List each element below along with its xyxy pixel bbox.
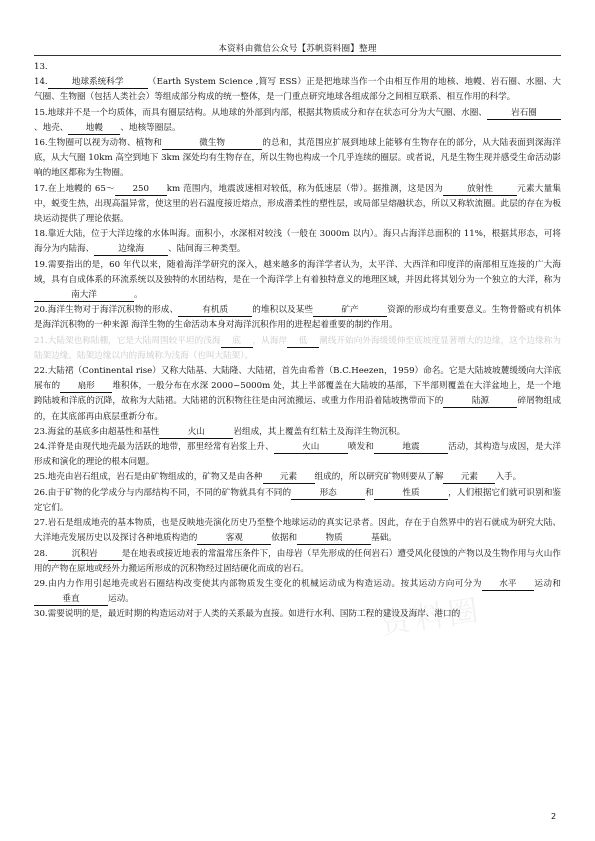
page-number: 2 bbox=[551, 812, 557, 821]
paragraph-text: 岩组成，其上覆盖有红粘土及海洋生物沉积。 bbox=[233, 426, 406, 437]
paragraph-text: 29.由内力作用引起地壳或岩石圈结构改变使其内部物质发生变化的机械运动成为构造运动。按其运动方向可分为 bbox=[34, 578, 482, 589]
fill-in-answer: 有机质 bbox=[178, 305, 252, 317]
paragraph-text: 入手。 bbox=[495, 472, 522, 483]
watermark: 资料圈 bbox=[378, 593, 485, 642]
paragraph-text: 组成的，所以研究矿物则要从了解 bbox=[314, 472, 444, 483]
fill-in-answer: 矿产 bbox=[313, 305, 387, 317]
paragraph bbox=[34, 547, 561, 577]
fill-in-answer: 放射性 bbox=[443, 184, 517, 196]
paragraph-text: 20.海洋生物对于海洋沉积物的形成、 bbox=[34, 305, 179, 316]
paragraph-text: 26.由于矿物的化学成分与内部结构不同，不同的矿物就具有不同的 bbox=[34, 487, 292, 498]
paragraph-text: 活动，其构造与成因，是大洋形成和演化的理论的根本问题。 bbox=[34, 442, 561, 468]
paragraph-text: ，从海岸 bbox=[252, 335, 288, 346]
fill-in-answer: 形态 bbox=[291, 488, 365, 500]
paragraph bbox=[34, 364, 561, 425]
paragraph bbox=[34, 486, 561, 516]
fill-in-answer: 地幔 bbox=[68, 123, 120, 135]
fill-in-answer: 性质 bbox=[374, 488, 448, 500]
paragraph-text: 22.大陆裙（Continental rise）又称大陆基、大陆隆、大陆裙，首先由希普（B.C.Heezen，1959）命名。它是大陆坡坡麓缓缓向大洋底展布的 bbox=[34, 366, 561, 392]
fill-in-answer: 元素 bbox=[443, 472, 495, 484]
paragraph-text: 25.地壳由岩石组成，岩石是由矿物组成的，矿物又是由各种 bbox=[34, 472, 263, 483]
paragraph-text: 14. bbox=[34, 77, 48, 88]
paragraph-text: 19.需要指出的是，60 年代以来，随着海洋学研究的深入，越来越多的海洋学者认为，太平洋、大西洋和印度洋的南部相互连接的广大海域，具有自成体系的环流系统以及独特的水团结构，是在一个海洋学上有着独特意义的地理区域，并因此将其划分为一个独立的大洋，称为 bbox=[34, 259, 561, 285]
fill-in-answer: 低 bbox=[287, 336, 319, 348]
paragraph bbox=[34, 258, 561, 304]
paragraph bbox=[34, 334, 561, 364]
fill-in-answer: 边缘海 bbox=[94, 244, 168, 256]
fill-in-answer: 地球系统科学 bbox=[48, 77, 148, 89]
fill-in-answer: 火山 bbox=[274, 442, 348, 454]
paragraph-text: 基础。 bbox=[371, 533, 397, 544]
paragraph bbox=[34, 182, 561, 228]
paragraph-text: 15.地球并不是一个均质体，而具有圈层结构。从地球的外部到内部，根据其物质成分和存在状态可分为大气圈、水圈、 bbox=[34, 107, 487, 118]
paragraph-text: 21.大陆架也称陆棚，它是大陆周围较平坦的浅海 bbox=[34, 335, 221, 346]
paragraph-text: 运动和 bbox=[533, 578, 561, 589]
paragraph bbox=[34, 303, 561, 333]
paragraph bbox=[34, 106, 561, 136]
paragraph bbox=[34, 60, 561, 75]
paragraph-text: km 范围内，地震波速相对较低，称为低速层（带）。据推测，这是因为 bbox=[166, 183, 443, 194]
fill-in-answer: 250 bbox=[115, 184, 167, 196]
paragraph-text: 18.靠近大陆，位于大洋边缘的水体叫海。面积小，水深相对较浅（一般在 3000m 以内）。海只占海洋总面积的 11%，根据其形态，可将海分为内陆海、 bbox=[34, 229, 561, 255]
paragraph-text: 24.洋脊是由现代地壳最为活跃的地带，那里经常有岩浆上升、 bbox=[34, 442, 274, 453]
paragraph bbox=[34, 227, 561, 257]
fill-in-answer: 底 bbox=[221, 336, 253, 348]
paragraph bbox=[34, 470, 561, 485]
paragraph-text: 资源的形成均有重要意义。生物骨骼或有机体是海洋沉积物的一种来源 海洋生物的生命活动本身对海洋沉积作用的进程起着重要的制约作用。 bbox=[34, 305, 561, 331]
paragraph-text: 的总和，其范围应扩展到地球上能够有生物存在的部分，从大陆表面到深海洋底，从大气圈 10km 高空到地下 3km 深处均有生物存在，所以生物也构成一个几乎连续的圈层。或者说，凡是生物生现并感受生命活动影响的地区都称为生物圈。 bbox=[34, 138, 561, 179]
paragraph-text: 是在地表或接近地表的常温常压条件下，由母岩（早先形成的任何岩石）遭受风化侵蚀的产物以及生物作用与火山作用的产物在原地或经外力搬运所形成的沉积物经过固结硬化而成的岩石。 bbox=[34, 548, 561, 574]
paragraph-text: 27.岩石是组成地壳的基本物质，也是反映地壳演化历史乃至整个地球运动的真实记录者。因此，存在于自然界中的岩石就成为研究大陆、大洋地壳发展历史以及探讨各种地质构造的 bbox=[34, 518, 561, 544]
fill-in-answer: 南大洋 bbox=[34, 290, 134, 302]
paragraph-text: ，人们根据它们就可识别和鉴定它们。 bbox=[34, 487, 561, 513]
paragraph-text: 16.生物圈可以视为动物、植物和 bbox=[34, 138, 163, 149]
fill-in-answer: 岩石圈 bbox=[487, 108, 561, 120]
fill-in-answer: 火山 bbox=[159, 427, 233, 439]
paragraph-text: 和 bbox=[365, 487, 374, 498]
paragraph-text: 堆积体，一般分布在水深 2000~5000m 处，其上半部覆盖在大陆坡的基部，下半部则覆盖在大洋盆地上，是一个地跨陆坡和洋底的沉降，故称为大陆裙。大陆裙的沉积物往往是由河流搬运、或重力作用沿着陆坡携带而下的 bbox=[34, 381, 561, 407]
paragraph-text: 13. bbox=[34, 62, 48, 72]
fill-in-answer: 沉积岩 bbox=[48, 549, 122, 561]
fill-in-answer: 地震 bbox=[374, 442, 448, 454]
fill-in-answer: 扇形 bbox=[60, 381, 112, 393]
paragraph-text: 依据和 bbox=[271, 533, 298, 544]
paragraph-text: 运动。 bbox=[108, 594, 134, 605]
document-body bbox=[34, 60, 561, 623]
paragraph-text: 元素大量集中，蜕变生热，出现高温异常，使这里的岩石温度接近熔点，形成潜柔性的塑性层，或局部呈熔融状态，所以又称软流圈。此层的存在为板块运动提供了理论依据。 bbox=[34, 183, 561, 225]
fill-in-answer: 物质 bbox=[297, 533, 371, 545]
page-header: 本资料由微信公众号【苏帆资料圈】整理 bbox=[218, 44, 377, 54]
header-divider bbox=[34, 55, 561, 56]
fill-in-answer: 元素 bbox=[263, 472, 315, 484]
paragraph-text: 喷发和 bbox=[347, 442, 374, 453]
paragraph-text: 23.海盆的基底多由超基性和基性 bbox=[34, 426, 160, 437]
paragraph-text: 、陆间海三种类型。 bbox=[168, 244, 246, 255]
paragraph-text: 的堆积以及某些 bbox=[252, 305, 314, 316]
paragraph bbox=[34, 607, 561, 622]
fill-in-answer: 微生物 bbox=[162, 138, 262, 150]
paragraph-text: 潮线开始向外海缓缓伸至底坡度显著增大的边缘，这个边缘称为陆架边缘。陆架边缘以内的海域称为浅海（也叫大陆架）。 bbox=[34, 335, 561, 361]
paragraph bbox=[34, 440, 561, 470]
fill-in-answer: 垂直 bbox=[34, 594, 108, 606]
paragraph-text: 。 bbox=[134, 290, 143, 301]
paragraph-text: 、地壳、 bbox=[34, 122, 69, 133]
paragraph-text: （Earth System Science ,简写 ESS）正是把地球当作一个由相互作用的地核、地幔、岩石圈、水圈、大气圈、生物圈（包括人类社会）等组成部分构成的统一整体，是一门重点研究地球各组成部分之间相互联系、相互作用的科学。 bbox=[34, 77, 561, 103]
paragraph bbox=[34, 577, 561, 607]
fill-in-answer: 水平 bbox=[482, 579, 534, 591]
paragraph-text: 17.在上地幔的 65～ bbox=[34, 183, 115, 194]
paragraph-text: 28. bbox=[34, 548, 48, 559]
paragraph bbox=[34, 136, 561, 182]
paragraph bbox=[34, 516, 561, 546]
paragraph bbox=[34, 425, 561, 440]
fill-in-answer: 客观 bbox=[197, 533, 271, 545]
paragraph-text: 30.需要说明的是，最近时期的构造运动对于人类的关系最为直接。如进行水利、国防工程的建设及海岸、港口的 bbox=[34, 609, 461, 620]
paragraph-text: 、地核等圈层。 bbox=[120, 122, 181, 133]
paragraph bbox=[34, 75, 561, 105]
fill-in-answer: 陆源 bbox=[443, 396, 517, 408]
paragraph-text: 碎屑物组成的，在其底部再由底层重新分布。 bbox=[34, 396, 561, 422]
